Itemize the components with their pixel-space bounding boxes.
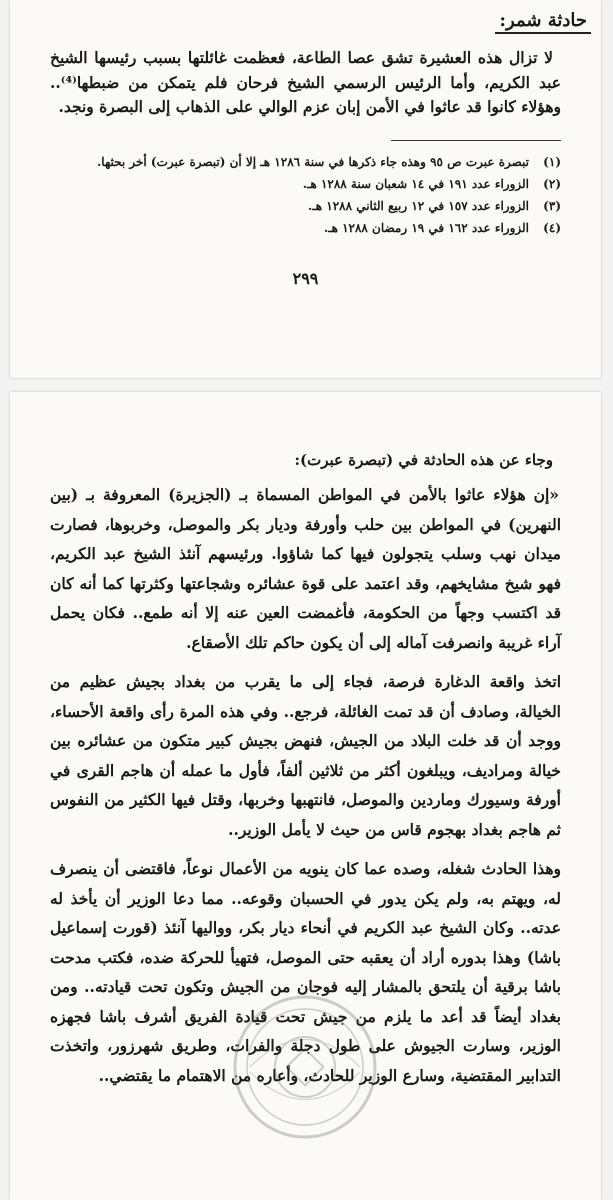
section-heading: حادثة شمر: — [495, 8, 591, 34]
footnote-number: (٤) — [543, 220, 561, 235]
footnotes-list — [50, 151, 561, 239]
page-number: ٢٩٩ — [292, 268, 319, 288]
top-page — [10, 0, 601, 378]
footnote-item — [50, 151, 561, 173]
bottom-page — [10, 392, 601, 1200]
footnote-text: الزوراء عدد ١٥٧ في ١٢ ربيع الثاني ١٢٨٨ هـ. — [308, 198, 529, 213]
footnote-text: الزوراء عدد ١٦٢ في ١٩ رمضان ١٢٨٨ هـ. — [323, 220, 529, 235]
body-paragraph: لا تزال هذه العشيرة تشق عصا الطاعة، فعظمت غائلتها بسبب رئيسها الشيخ عبد الكريم، وأما الرئيس الرسمي الشيخ فرحان فلم يتمكن من ضبطها⁽⁴⁾.. وهؤلاء كانوا قد عاثوا في الأمن إبان عزم الوالي على الذهاب إلى البصرة ونجد. — [50, 48, 561, 116]
footnote-text: تبصرة عبرت ص ٩٥ وهذه جاء ذكرها في سنة ١٢٨٦ هـ إلا أن (تبصرة عبرت) أخر بحثها. — [97, 154, 529, 169]
footnote-number: (٢) — [543, 176, 561, 191]
footnote-number: (١) — [543, 154, 561, 169]
footnote-divider — [391, 140, 561, 141]
footnote-item — [50, 217, 561, 239]
footnote-item — [50, 195, 561, 217]
body-paragraph: اتخذ واقعة الدغارة فرصة، فجاء إلى ما يقرب من بغداد بجيش عظيم من الخيالة، وصادف أن قد تمت الغائلة، فرجع.. وفي هذه المرة رأى واقعة الأحساء، ووجد أن قد خلت البلاد من الجيش، فنهض بجيش كبير متكون من عشائره بين خيالة ومراديف، ويبلغون أكثر من ثلاثين ألفاً، فأول ما عمله أن هاجم القرى في أورفة وسيورك وماردين والموصل، فانتهبها وخربها، وقتل فيها الكثير من النفوس ثم هاجم بغداد بهجوم قاس من حيث لا يأمل الوزير.. — [50, 672, 561, 839]
footnote-text: الزوراء عدد ١٩١ في ١٤ شعبان سنة ١٢٨٨ هـ. — [302, 176, 529, 191]
footnote-item — [50, 173, 561, 195]
body-paragraph: وهذا الحادث شغله، وصده عما كان ينويه من الأعمال نوعاً، فاقتضى أن ينصرف له، ويهتم به، ولم يكن يدور في الحسبان وقوعه.. مما دعا الوزير أن يأخذ له عدته.. وكان الشيخ عبد الكريم في أنحاء ديار بكر، وواليها آنئذ (قورت إسماعيل باشا) وهذا بدوره أراد أن يعقبه حتى الموصل، فتهيأ للحركة ضده، فكتب مدحت باشا برقية أن يلتحق بالمشار إليه فوجان من الجيش وتكون تحت قيادته.. ومن بغداد أيضاً قد أعد ما يلزم من جيش تحت قيادة الفريق أشرف باشا فجهزه الوزير، وسارت الجيوش على طول دجلة والفرات، وطريق شهرزور، واتخذت التدابير المقتضية، وسارع الوزير للحادث، وأعاره من الاهتمام ما يقتضي.. — [50, 859, 561, 1085]
quote-intro: وجاء عن هذه الحادثة في (تبصرة عبرت): — [294, 451, 553, 469]
footnote-number: (٣) — [543, 198, 561, 213]
body-paragraph: «إن هؤلاء عاثوا بالأمن في المواطن المسماة بـ (الجزيرة) المعروفة بـ (بين النهرين) في المواطن بين حلب وأورفة وديار بكر والموصل، وخربوها، فصارت ميدان نهب وسلب يتجولون فيها كما شاؤوا. ورئيسهم آنئذ الشيخ عبد الكريم، فهو شيخ مشايخهم، وقد اعتمد على قوة عشائره وشجاعتها وكثرتها كما أنه كان قد اكتسب وجهاً من الحكومة، فأغمضت العين عنه إلا أنه طمع.. فكان يحمل آراء غريبة وانصرفت آماله إلى أن يكون حاكم تلك الأصقاع. — [50, 485, 561, 652]
